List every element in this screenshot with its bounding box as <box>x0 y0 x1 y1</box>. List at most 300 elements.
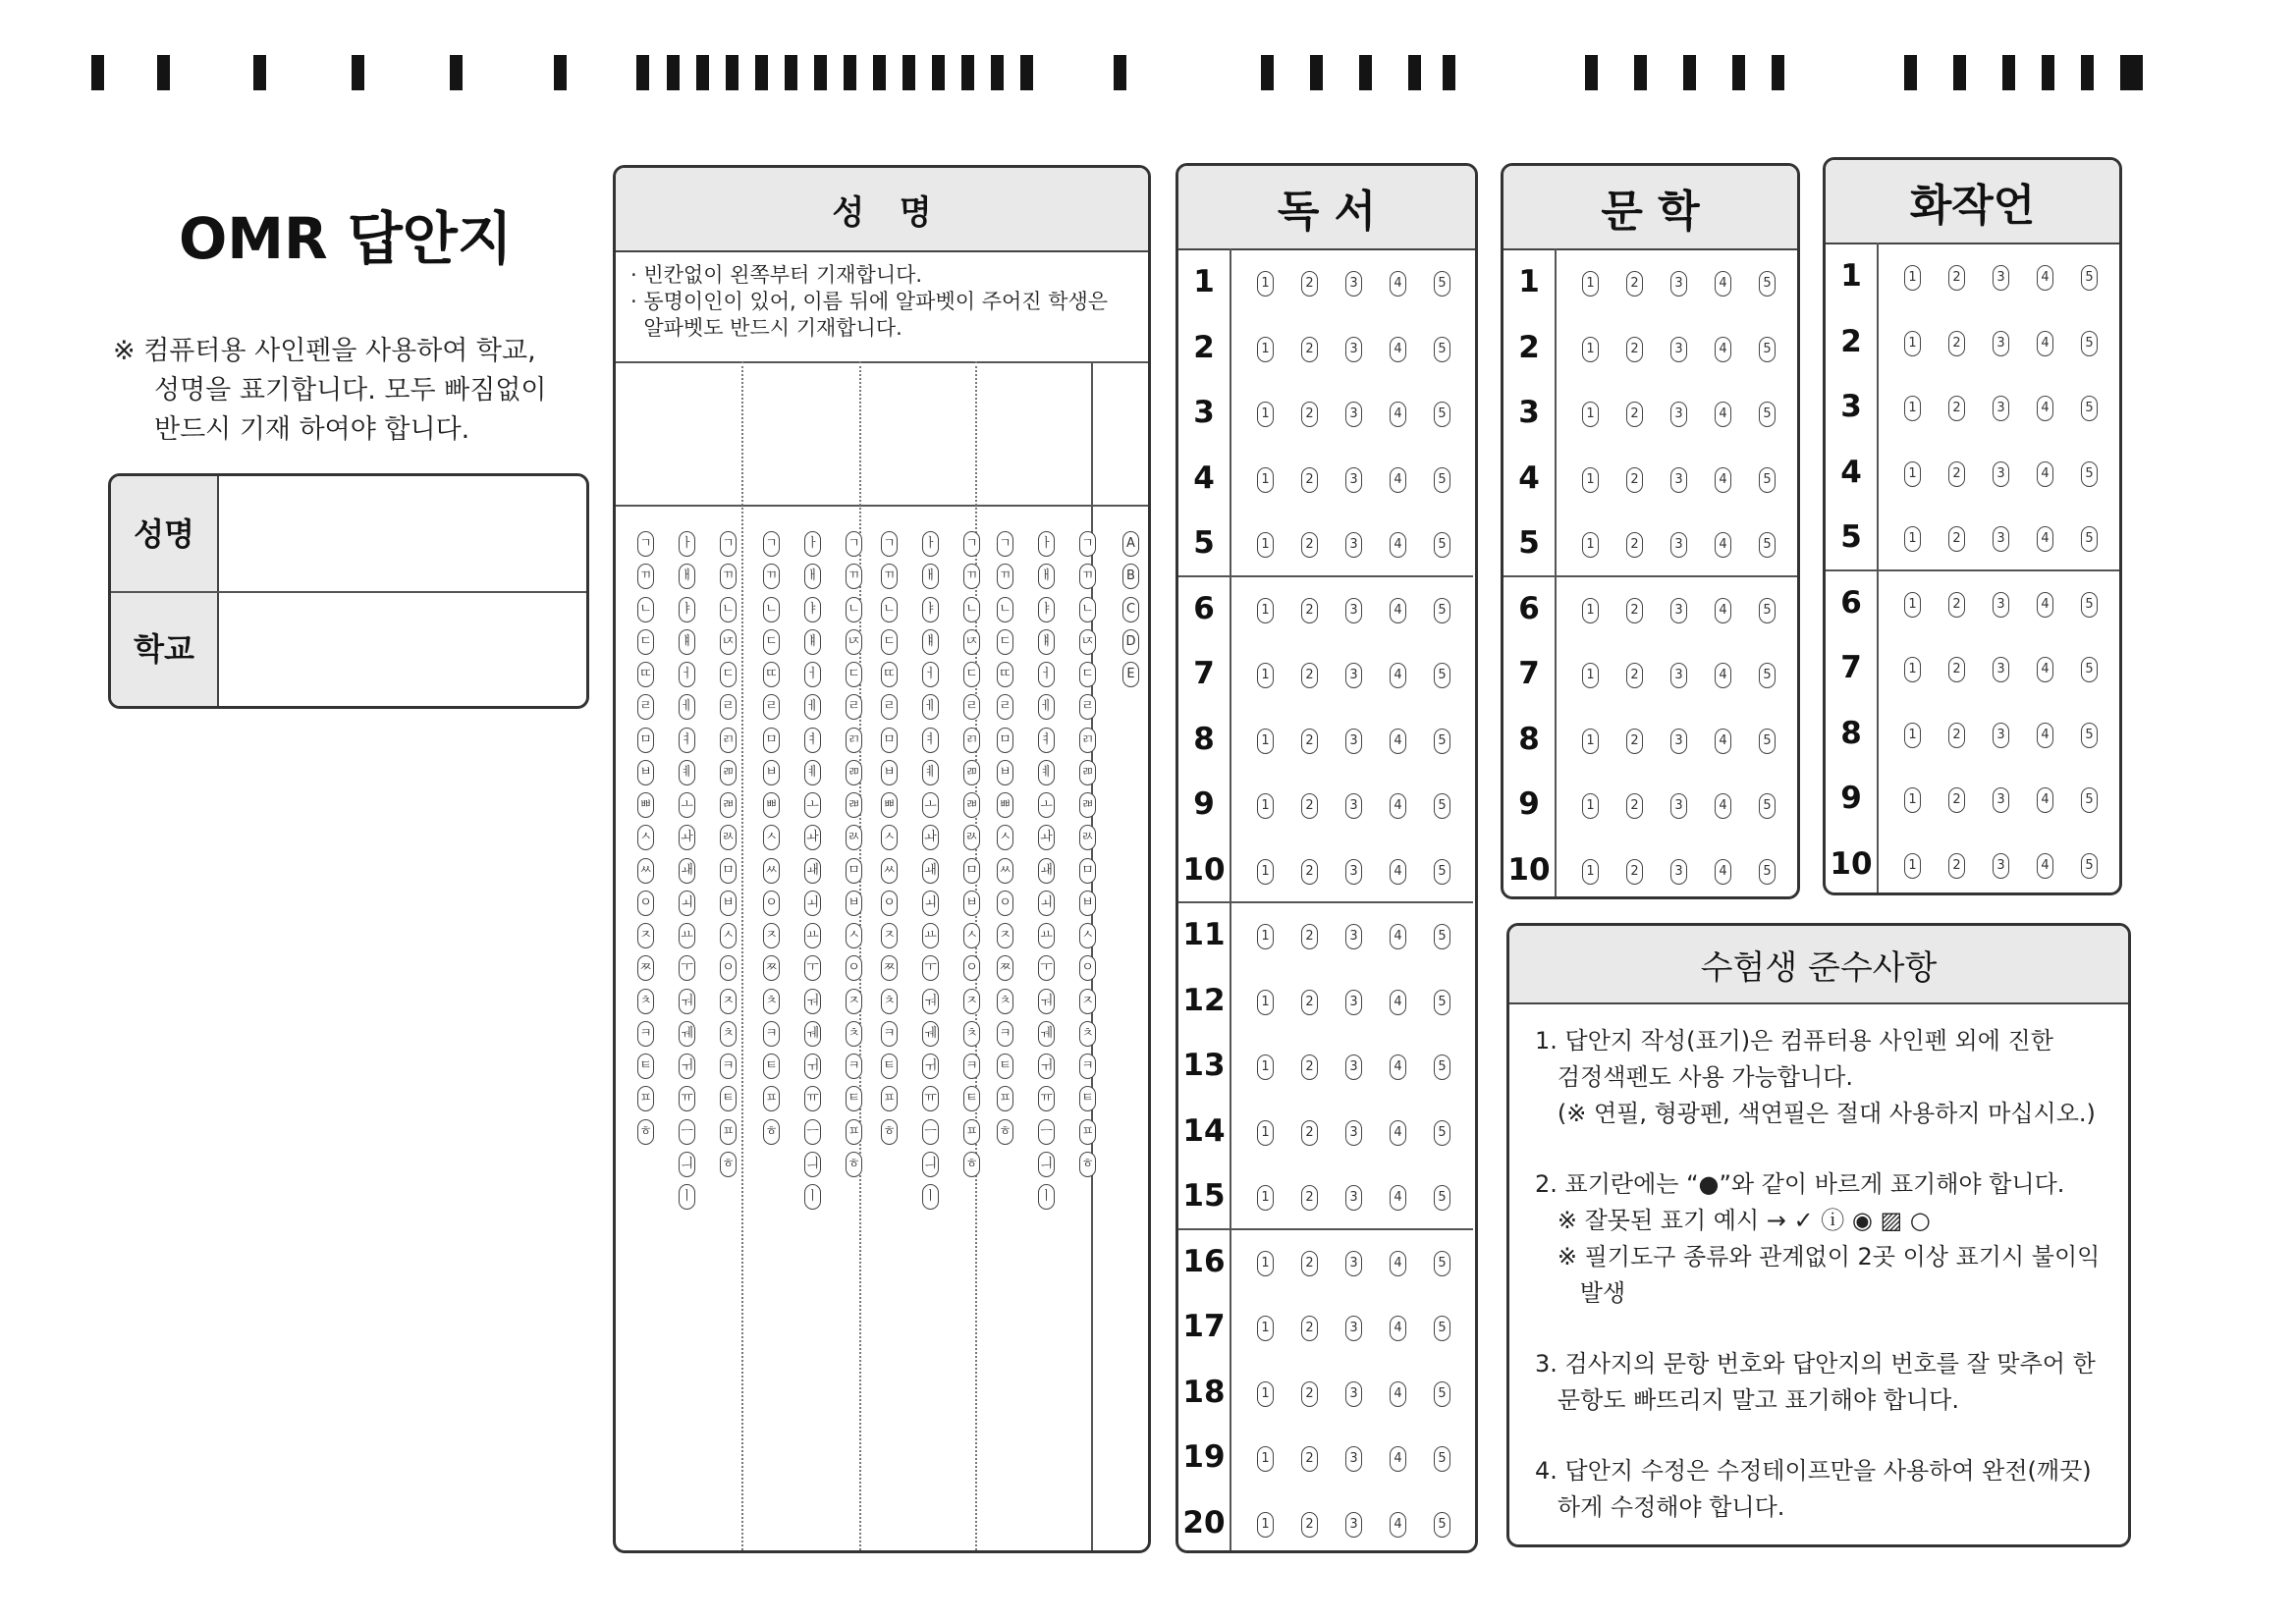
answer-bubble[interactable]: 2 <box>1626 532 1643 558</box>
vowel-bubble[interactable]: ㅙ <box>679 858 695 884</box>
initial-consonant-bubble[interactable]: ㅌ <box>881 1054 898 1079</box>
final-consonant-bubble[interactable]: ㅊ <box>1079 1021 1096 1047</box>
vowel-bubble[interactable]: ㅝ <box>679 989 695 1014</box>
answer-bubble[interactable]: 3 <box>1670 271 1687 297</box>
vowel-bubble[interactable]: ㅜ <box>679 955 695 981</box>
vowel-bubble[interactable]: ㅞ <box>804 1021 821 1047</box>
initial-consonant-bubble[interactable]: ㄲ <box>997 564 1013 589</box>
vowel-bubble[interactable]: ㅒ <box>679 629 695 655</box>
initial-consonant-bubble[interactable]: ㄲ <box>637 564 654 589</box>
answer-bubble[interactable]: 5 <box>1434 1185 1450 1211</box>
final-consonant-bubble[interactable]: ㅈ <box>846 989 862 1014</box>
vowel-bubble[interactable]: ㅕ <box>922 728 939 753</box>
answer-bubble[interactable]: 1 <box>1257 924 1274 949</box>
answer-bubble[interactable]: 3 <box>1345 859 1362 885</box>
final-consonant-bubble[interactable]: ㄷ <box>963 662 980 687</box>
answer-bubble[interactable]: 1 <box>1582 793 1599 819</box>
initial-consonant-bubble[interactable]: ㄷ <box>763 629 780 655</box>
answer-bubble[interactable]: 5 <box>1434 402 1450 427</box>
vowel-bubble[interactable]: ㅝ <box>922 989 939 1014</box>
final-consonant-bubble[interactable]: ㄽ <box>963 825 980 850</box>
answer-bubble[interactable]: 1 <box>1582 532 1599 558</box>
answer-bubble[interactable]: 3 <box>1670 793 1687 819</box>
final-consonant-bubble[interactable]: ㅍ <box>963 1119 980 1145</box>
initial-consonant-bubble[interactable]: ㅊ <box>997 989 1013 1014</box>
answer-bubble[interactable]: 2 <box>1301 990 1318 1015</box>
answer-bubble[interactable]: 5 <box>1759 859 1776 885</box>
vowel-bubble[interactable]: ㅝ <box>804 989 821 1014</box>
answer-bubble[interactable]: 5 <box>1434 467 1450 493</box>
answer-bubble[interactable]: 4 <box>1390 663 1406 688</box>
answer-bubble[interactable]: 5 <box>2081 265 2098 291</box>
answer-bubble[interactable]: 3 <box>1993 265 2009 291</box>
vowel-bubble[interactable]: ㅡ <box>1038 1119 1055 1145</box>
initial-consonant-bubble[interactable]: ㅈ <box>997 923 1013 948</box>
vowel-bubble[interactable]: ㅐ <box>1038 564 1055 589</box>
answer-bubble[interactable]: 5 <box>1434 990 1450 1015</box>
answer-bubble[interactable]: 1 <box>1904 396 1921 421</box>
vowel-bubble[interactable]: ㅔ <box>1038 694 1055 720</box>
final-consonant-bubble[interactable]: ㄽ <box>846 825 862 850</box>
final-consonant-bubble[interactable]: ㄱ <box>963 531 980 557</box>
answer-bubble[interactable]: 4 <box>1715 793 1731 819</box>
answer-bubble[interactable]: 1 <box>1257 271 1274 297</box>
initial-consonant-bubble[interactable]: ㅎ <box>997 1119 1013 1145</box>
answer-bubble[interactable]: 1 <box>1257 1251 1274 1276</box>
answer-bubble[interactable]: 4 <box>1715 729 1731 754</box>
answer-bubble[interactable]: 4 <box>1390 467 1406 493</box>
answer-bubble[interactable]: 2 <box>1948 657 1965 682</box>
alphabet-bubble[interactable]: D <box>1122 629 1139 655</box>
initial-consonant-bubble[interactable]: ㄴ <box>881 597 898 622</box>
answer-bubble[interactable]: 1 <box>1904 853 1921 879</box>
answer-bubble[interactable]: 2 <box>1948 461 1965 487</box>
final-consonant-bubble[interactable]: ㅇ <box>963 955 980 981</box>
answer-bubble[interactable]: 3 <box>1345 729 1362 754</box>
answer-bubble[interactable]: 1 <box>1257 1446 1274 1472</box>
initial-consonant-bubble[interactable]: ㅌ <box>997 1054 1013 1079</box>
answer-bubble[interactable]: 3 <box>1670 859 1687 885</box>
final-consonant-bubble[interactable]: ㅅ <box>846 923 862 948</box>
answer-bubble[interactable]: 4 <box>1390 859 1406 885</box>
final-consonant-bubble[interactable]: ㄲ <box>846 564 862 589</box>
vowel-bubble[interactable]: ㅣ <box>922 1184 939 1210</box>
answer-bubble[interactable]: 5 <box>1434 924 1450 949</box>
answer-bubble[interactable]: 5 <box>1759 532 1776 558</box>
answer-bubble[interactable]: 2 <box>1301 532 1318 558</box>
initial-consonant-bubble[interactable]: ㅃ <box>997 792 1013 818</box>
vowel-bubble[interactable]: ㅑ <box>1038 597 1055 622</box>
final-consonant-bubble[interactable]: ㅊ <box>720 1021 737 1047</box>
final-consonant-bubble[interactable]: ㅋ <box>846 1054 862 1079</box>
initial-consonant-bubble[interactable]: ㅅ <box>637 825 654 850</box>
vowel-bubble[interactable]: ㅏ <box>679 531 695 557</box>
answer-bubble[interactable]: 3 <box>1345 1512 1362 1538</box>
initial-consonant-bubble[interactable]: ㅆ <box>881 858 898 884</box>
answer-bubble[interactable]: 2 <box>1626 271 1643 297</box>
initial-consonant-bubble[interactable]: ㅇ <box>881 891 898 916</box>
answer-bubble[interactable]: 3 <box>1345 271 1362 297</box>
answer-bubble[interactable]: 5 <box>2081 526 2098 552</box>
answer-bubble[interactable]: 3 <box>1345 1446 1362 1472</box>
initial-consonant-bubble[interactable]: ㄸ <box>637 662 654 687</box>
initial-consonant-bubble[interactable]: ㅍ <box>997 1086 1013 1111</box>
answer-bubble[interactable]: 2 <box>1948 787 1965 813</box>
final-consonant-bubble[interactable]: ㅌ <box>963 1086 980 1111</box>
initial-consonant-bubble[interactable]: ㄲ <box>763 564 780 589</box>
name-field[interactable] <box>219 476 588 590</box>
answer-bubble[interactable]: 4 <box>1390 532 1406 558</box>
initial-consonant-bubble[interactable]: ㅅ <box>763 825 780 850</box>
vowel-bubble[interactable]: ㅕ <box>679 728 695 753</box>
answer-bubble[interactable]: 4 <box>1715 402 1731 427</box>
final-consonant-bubble[interactable]: ㄵ <box>846 629 862 655</box>
answer-bubble[interactable]: 5 <box>1759 271 1776 297</box>
final-consonant-bubble[interactable]: ㅊ <box>963 1021 980 1047</box>
answer-bubble[interactable]: 1 <box>1257 1316 1274 1341</box>
vowel-bubble[interactable]: ㅛ <box>679 923 695 948</box>
initial-consonant-bubble[interactable]: ㅊ <box>881 989 898 1014</box>
final-consonant-bubble[interactable]: ㄱ <box>1079 531 1096 557</box>
answer-bubble[interactable]: 2 <box>1626 467 1643 493</box>
vowel-bubble[interactable]: ㅞ <box>1038 1021 1055 1047</box>
vowel-bubble[interactable]: ㅓ <box>1038 662 1055 687</box>
initial-consonant-bubble[interactable]: ㅍ <box>637 1086 654 1111</box>
final-consonant-bubble[interactable]: ㅂ <box>963 891 980 916</box>
initial-consonant-bubble[interactable]: ㄴ <box>637 597 654 622</box>
answer-bubble[interactable]: 2 <box>1301 663 1318 688</box>
answer-bubble[interactable]: 5 <box>1759 467 1776 493</box>
final-consonant-bubble[interactable]: ㄴ <box>720 597 737 622</box>
initial-consonant-bubble[interactable]: ㅎ <box>881 1119 898 1145</box>
answer-bubble[interactable]: 3 <box>1345 1251 1362 1276</box>
initial-consonant-bubble[interactable]: ㅊ <box>763 989 780 1014</box>
school-field[interactable] <box>219 593 588 707</box>
vowel-bubble[interactable]: ㅐ <box>679 564 695 589</box>
final-consonant-bubble[interactable]: ㅈ <box>1079 989 1096 1014</box>
answer-bubble[interactable]: 2 <box>1948 265 1965 291</box>
answer-bubble[interactable]: 2 <box>1301 598 1318 623</box>
answer-bubble[interactable]: 1 <box>1257 859 1274 885</box>
answer-bubble[interactable]: 1 <box>1582 859 1599 885</box>
final-consonant-bubble[interactable]: ㄻ <box>963 760 980 785</box>
final-consonant-bubble[interactable]: ㄻ <box>846 760 862 785</box>
final-consonant-bubble[interactable]: ㄽ <box>1079 825 1096 850</box>
vowel-bubble[interactable]: ㅡ <box>804 1119 821 1145</box>
final-consonant-bubble[interactable]: ㄲ <box>963 564 980 589</box>
final-consonant-bubble[interactable]: ㅁ <box>720 858 737 884</box>
answer-bubble[interactable]: 3 <box>1993 657 2009 682</box>
alphabet-bubble[interactable]: B <box>1122 564 1139 589</box>
answer-bubble[interactable]: 1 <box>1257 467 1274 493</box>
answer-bubble[interactable]: 1 <box>1582 337 1599 362</box>
final-consonant-bubble[interactable]: ㄹ <box>720 694 737 720</box>
answer-bubble[interactable]: 1 <box>1257 663 1274 688</box>
final-consonant-bubble[interactable]: ㄻ <box>720 760 737 785</box>
answer-bubble[interactable]: 1 <box>1257 1120 1274 1146</box>
initial-consonant-bubble[interactable]: ㅋ <box>997 1021 1013 1047</box>
answer-bubble[interactable]: 3 <box>1345 1185 1362 1211</box>
vowel-bubble[interactable]: ㅏ <box>804 531 821 557</box>
initial-consonant-bubble[interactable]: ㅁ <box>637 728 654 753</box>
vowel-bubble[interactable]: ㅘ <box>804 825 821 850</box>
initial-consonant-bubble[interactable]: ㄱ <box>881 531 898 557</box>
initial-consonant-bubble[interactable]: ㅂ <box>881 760 898 785</box>
vowel-bubble[interactable]: ㅣ <box>1038 1184 1055 1210</box>
answer-bubble[interactable]: 5 <box>1434 1120 1450 1146</box>
answer-bubble[interactable]: 2 <box>1301 793 1318 819</box>
final-consonant-bubble[interactable]: ㅁ <box>963 858 980 884</box>
final-consonant-bubble[interactable]: ㄹ <box>1079 694 1096 720</box>
answer-bubble[interactable]: 1 <box>1257 729 1274 754</box>
vowel-bubble[interactable]: ㅙ <box>922 858 939 884</box>
answer-bubble[interactable]: 3 <box>1345 337 1362 362</box>
answer-bubble[interactable]: 2 <box>1948 853 1965 879</box>
vowel-bubble[interactable]: ㅐ <box>922 564 939 589</box>
vowel-bubble[interactable]: ㅚ <box>922 891 939 916</box>
vowel-bubble[interactable]: ㅡ <box>679 1119 695 1145</box>
initial-consonant-bubble[interactable]: ㅂ <box>763 760 780 785</box>
vowel-bubble[interactable]: ㅏ <box>1038 531 1055 557</box>
answer-bubble[interactable]: 4 <box>2037 853 2053 879</box>
answer-bubble[interactable]: 2 <box>1626 337 1643 362</box>
answer-bubble[interactable]: 4 <box>2037 265 2053 291</box>
answer-bubble[interactable]: 3 <box>1993 331 2009 356</box>
final-consonant-bubble[interactable]: ㄱ <box>720 531 737 557</box>
answer-bubble[interactable]: 3 <box>1345 402 1362 427</box>
final-consonant-bubble[interactable]: ㄺ <box>846 728 862 753</box>
final-consonant-bubble[interactable]: ㅍ <box>846 1119 862 1145</box>
final-consonant-bubble[interactable]: ㅌ <box>1079 1086 1096 1111</box>
initial-consonant-bubble[interactable]: ㅌ <box>763 1054 780 1079</box>
answer-bubble[interactable]: 5 <box>1434 793 1450 819</box>
vowel-bubble[interactable]: ㅖ <box>804 760 821 785</box>
answer-bubble[interactable]: 5 <box>1434 1512 1450 1538</box>
vowel-bubble[interactable]: ㅜ <box>922 955 939 981</box>
vowel-bubble[interactable]: ㅜ <box>804 955 821 981</box>
initial-consonant-bubble[interactable]: ㄸ <box>881 662 898 687</box>
final-consonant-bubble[interactable]: ㅎ <box>963 1152 980 1177</box>
vowel-bubble[interactable]: ㅟ <box>679 1054 695 1079</box>
answer-bubble[interactable]: 3 <box>1345 598 1362 623</box>
final-consonant-bubble[interactable]: ㄴ <box>963 597 980 622</box>
answer-bubble[interactable]: 5 <box>1759 729 1776 754</box>
answer-bubble[interactable]: 4 <box>1715 337 1731 362</box>
initial-consonant-bubble[interactable]: ㄴ <box>763 597 780 622</box>
final-consonant-bubble[interactable]: ㅋ <box>720 1054 737 1079</box>
initial-consonant-bubble[interactable]: ㅈ <box>637 923 654 948</box>
final-consonant-bubble[interactable]: ㅈ <box>963 989 980 1014</box>
answer-bubble[interactable]: 1 <box>1904 526 1921 552</box>
initial-consonant-bubble[interactable]: ㄱ <box>997 531 1013 557</box>
initial-consonant-bubble[interactable]: ㅁ <box>881 728 898 753</box>
answer-bubble[interactable]: 5 <box>1759 663 1776 688</box>
answer-bubble[interactable]: 3 <box>1993 396 2009 421</box>
initial-consonant-bubble[interactable]: ㄸ <box>997 662 1013 687</box>
vowel-bubble[interactable]: ㅕ <box>804 728 821 753</box>
initial-consonant-bubble[interactable]: ㄷ <box>997 629 1013 655</box>
answer-bubble[interactable]: 4 <box>1390 924 1406 949</box>
answer-bubble[interactable]: 2 <box>1301 1512 1318 1538</box>
vowel-bubble[interactable]: ㅜ <box>1038 955 1055 981</box>
initial-consonant-bubble[interactable]: ㅇ <box>763 891 780 916</box>
answer-bubble[interactable]: 3 <box>1993 526 2009 552</box>
answer-bubble[interactable]: 5 <box>1759 402 1776 427</box>
vowel-bubble[interactable]: ㅠ <box>1038 1086 1055 1111</box>
answer-bubble[interactable]: 1 <box>1904 461 1921 487</box>
answer-bubble[interactable]: 4 <box>2037 331 2053 356</box>
answer-bubble[interactable]: 4 <box>1390 1185 1406 1211</box>
answer-bubble[interactable]: 4 <box>1390 271 1406 297</box>
answer-bubble[interactable]: 2 <box>1626 859 1643 885</box>
answer-bubble[interactable]: 2 <box>1301 1446 1318 1472</box>
initial-consonant-bubble[interactable]: ㅍ <box>763 1086 780 1111</box>
initial-consonant-bubble[interactable]: ㅉ <box>637 955 654 981</box>
initial-consonant-bubble[interactable]: ㅉ <box>997 955 1013 981</box>
vowel-bubble[interactable]: ㅢ <box>679 1152 695 1177</box>
initial-consonant-bubble[interactable]: ㅃ <box>881 792 898 818</box>
initial-consonant-bubble[interactable]: ㄹ <box>881 694 898 720</box>
answer-bubble[interactable]: 1 <box>1582 467 1599 493</box>
initial-consonant-bubble[interactable]: ㅇ <box>637 891 654 916</box>
answer-bubble[interactable]: 5 <box>1434 598 1450 623</box>
vowel-bubble[interactable]: ㅓ <box>679 662 695 687</box>
final-consonant-bubble[interactable]: ㄷ <box>1079 662 1096 687</box>
answer-bubble[interactable]: 2 <box>1301 1316 1318 1341</box>
answer-bubble[interactable]: 5 <box>1434 859 1450 885</box>
final-consonant-bubble[interactable]: ㅂ <box>720 891 737 916</box>
final-consonant-bubble[interactable]: ㄷ <box>846 662 862 687</box>
final-consonant-bubble[interactable]: ㄹ <box>846 694 862 720</box>
initial-consonant-bubble[interactable]: ㅃ <box>763 792 780 818</box>
answer-bubble[interactable]: 4 <box>2037 461 2053 487</box>
vowel-bubble[interactable]: ㅠ <box>922 1086 939 1111</box>
initial-consonant-bubble[interactable]: ㅈ <box>881 923 898 948</box>
vowel-bubble[interactable]: ㅑ <box>804 597 821 622</box>
answer-bubble[interactable]: 2 <box>1948 526 1965 552</box>
vowel-bubble[interactable]: ㅔ <box>922 694 939 720</box>
answer-bubble[interactable]: 2 <box>1301 1381 1318 1407</box>
answer-bubble[interactable]: 5 <box>1759 337 1776 362</box>
vowel-bubble[interactable]: ㅠ <box>679 1086 695 1111</box>
initial-consonant-bubble[interactable]: ㅂ <box>997 760 1013 785</box>
final-consonant-bubble[interactable]: ㄴ <box>846 597 862 622</box>
vowel-bubble[interactable]: ㅗ <box>804 792 821 818</box>
answer-bubble[interactable]: 3 <box>1345 1381 1362 1407</box>
answer-bubble[interactable]: 1 <box>1904 265 1921 291</box>
vowel-bubble[interactable]: ㅒ <box>922 629 939 655</box>
initial-consonant-bubble[interactable]: ㄹ <box>763 694 780 720</box>
final-consonant-bubble[interactable]: ㄲ <box>1079 564 1096 589</box>
vowel-bubble[interactable]: ㅘ <box>922 825 939 850</box>
final-consonant-bubble[interactable]: ㅅ <box>720 923 737 948</box>
vowel-bubble[interactable]: ㅢ <box>922 1152 939 1177</box>
answer-bubble[interactable]: 1 <box>1257 532 1274 558</box>
vowel-bubble[interactable]: ㅓ <box>804 662 821 687</box>
answer-bubble[interactable]: 5 <box>1434 1251 1450 1276</box>
final-consonant-bubble[interactable]: ㄼ <box>846 792 862 818</box>
answer-bubble[interactable]: 4 <box>1390 1381 1406 1407</box>
initial-consonant-bubble[interactable]: ㄷ <box>637 629 654 655</box>
answer-bubble[interactable]: 3 <box>1345 793 1362 819</box>
answer-bubble[interactable]: 4 <box>1715 467 1731 493</box>
final-consonant-bubble[interactable]: ㅍ <box>1079 1119 1096 1145</box>
initial-consonant-bubble[interactable]: ㅈ <box>763 923 780 948</box>
answer-bubble[interactable]: 5 <box>2081 723 2098 748</box>
answer-bubble[interactable]: 2 <box>1301 729 1318 754</box>
final-consonant-bubble[interactable]: ㄲ <box>720 564 737 589</box>
answer-bubble[interactable]: 3 <box>1345 532 1362 558</box>
answer-bubble[interactable]: 4 <box>1390 1251 1406 1276</box>
final-consonant-bubble[interactable]: ㅁ <box>846 858 862 884</box>
initial-consonant-bubble[interactable]: ㅁ <box>763 728 780 753</box>
final-consonant-bubble[interactable]: ㅇ <box>1079 955 1096 981</box>
answer-bubble[interactable]: 3 <box>1670 532 1687 558</box>
final-consonant-bubble[interactable]: ㄷ <box>720 662 737 687</box>
answer-bubble[interactable]: 4 <box>1390 598 1406 623</box>
answer-bubble[interactable]: 1 <box>1257 1185 1274 1211</box>
final-consonant-bubble[interactable]: ㅁ <box>1079 858 1096 884</box>
answer-bubble[interactable]: 2 <box>1948 331 1965 356</box>
final-consonant-bubble[interactable]: ㅂ <box>1079 891 1096 916</box>
initial-consonant-bubble[interactable]: ㅉ <box>881 955 898 981</box>
final-consonant-bubble[interactable]: ㄼ <box>1079 792 1096 818</box>
alphabet-bubble[interactable]: E <box>1122 662 1139 687</box>
initial-consonant-bubble[interactable]: ㅅ <box>997 825 1013 850</box>
answer-bubble[interactable]: 4 <box>1390 1512 1406 1538</box>
vowel-bubble[interactable]: ㅖ <box>679 760 695 785</box>
answer-bubble[interactable]: 5 <box>2081 853 2098 879</box>
answer-bubble[interactable]: 5 <box>2081 787 2098 813</box>
answer-bubble[interactable]: 2 <box>1301 1185 1318 1211</box>
answer-bubble[interactable]: 2 <box>1948 592 1965 618</box>
final-consonant-bubble[interactable]: ㅇ <box>846 955 862 981</box>
answer-bubble[interactable]: 5 <box>1759 793 1776 819</box>
answer-bubble[interactable]: 1 <box>1904 787 1921 813</box>
answer-bubble[interactable]: 3 <box>1345 1120 1362 1146</box>
vowel-bubble[interactable]: ㅏ <box>922 531 939 557</box>
answer-bubble[interactable]: 4 <box>2037 723 2053 748</box>
vowel-bubble[interactable]: ㅗ <box>679 792 695 818</box>
answer-bubble[interactable]: 1 <box>1257 793 1274 819</box>
final-consonant-bubble[interactable]: ㄵ <box>1079 629 1096 655</box>
answer-bubble[interactable]: 1 <box>1257 1054 1274 1080</box>
answer-bubble[interactable]: 5 <box>1434 1316 1450 1341</box>
answer-bubble[interactable]: 2 <box>1301 337 1318 362</box>
answer-bubble[interactable]: 1 <box>1257 598 1274 623</box>
vowel-bubble[interactable]: ㅟ <box>922 1054 939 1079</box>
final-consonant-bubble[interactable]: ㄺ <box>720 728 737 753</box>
answer-bubble[interactable]: 2 <box>1626 729 1643 754</box>
answer-bubble[interactable]: 4 <box>2037 396 2053 421</box>
answer-bubble[interactable]: 1 <box>1582 402 1599 427</box>
answer-bubble[interactable]: 3 <box>1670 402 1687 427</box>
answer-bubble[interactable]: 2 <box>1948 396 1965 421</box>
initial-consonant-bubble[interactable]: ㄲ <box>881 564 898 589</box>
answer-bubble[interactable]: 1 <box>1257 990 1274 1015</box>
answer-bubble[interactable]: 1 <box>1257 337 1274 362</box>
vowel-bubble[interactable]: ㅘ <box>1038 825 1055 850</box>
answer-bubble[interactable]: 1 <box>1904 657 1921 682</box>
vowel-bubble[interactable]: ㅞ <box>922 1021 939 1047</box>
final-consonant-bubble[interactable]: ㄼ <box>963 792 980 818</box>
answer-bubble[interactable]: 3 <box>1345 1316 1362 1341</box>
vowel-bubble[interactable]: ㅝ <box>1038 989 1055 1014</box>
initial-consonant-bubble[interactable]: ㄴ <box>997 597 1013 622</box>
initial-consonant-bubble[interactable]: ㅌ <box>637 1054 654 1079</box>
final-consonant-bubble[interactable]: ㅎ <box>1079 1152 1096 1177</box>
vowel-bubble[interactable]: ㅢ <box>804 1152 821 1177</box>
